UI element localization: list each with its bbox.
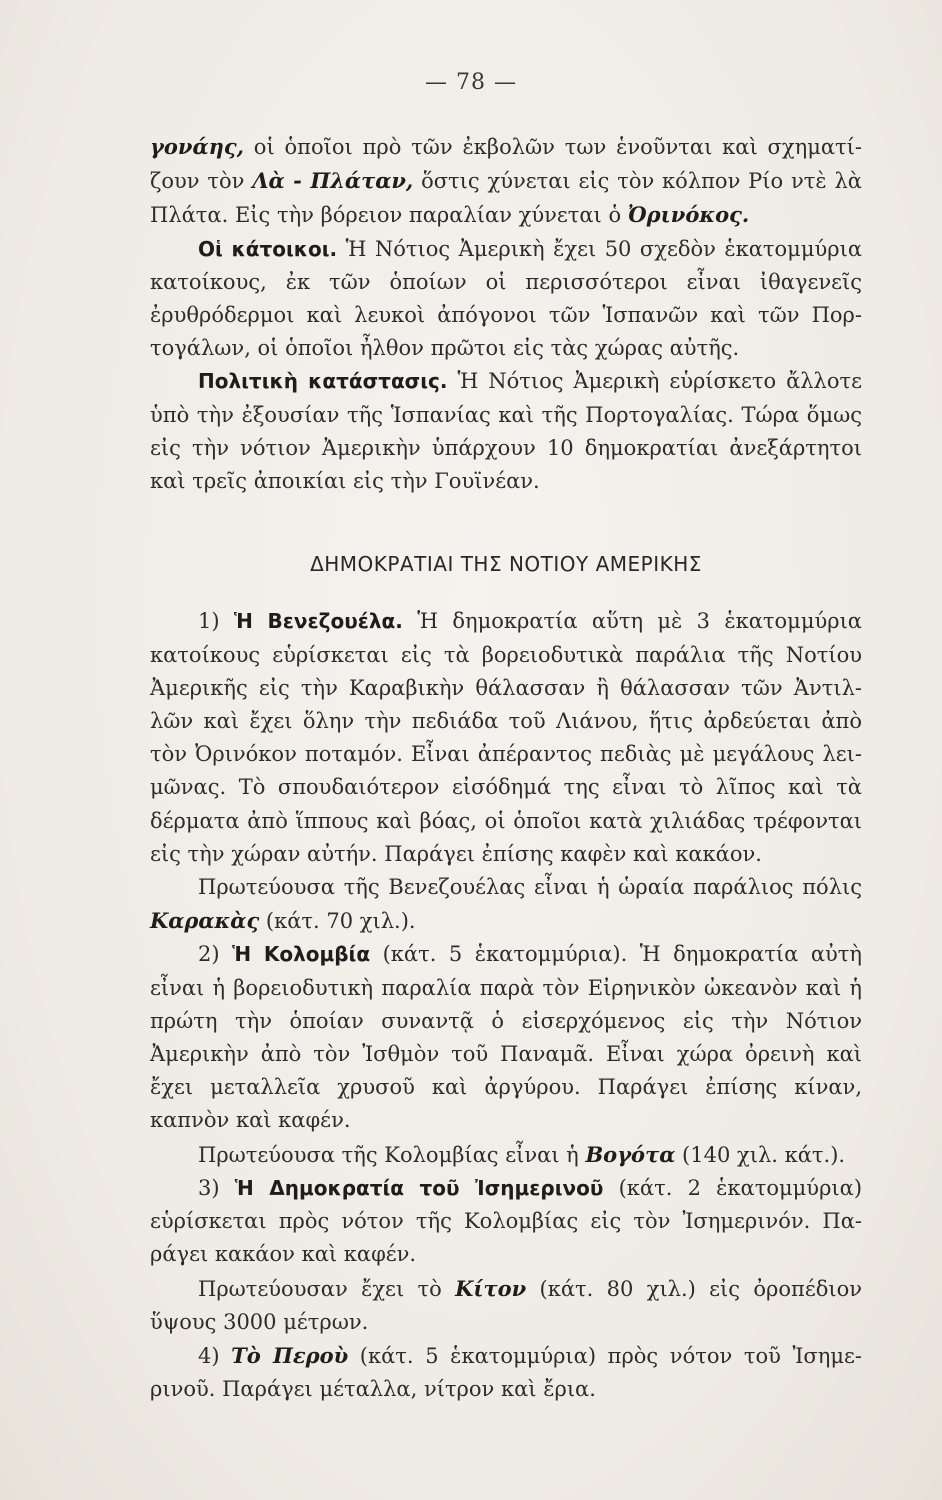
item-number: 3)	[198, 1175, 235, 1200]
text-column	[150, 130, 862, 1406]
word-fragment: γονάης,	[150, 134, 244, 159]
run-in-heading: Τὸ Περοὺ	[231, 1342, 349, 1368]
run-in-heading: Ἡ Κολομβία	[232, 942, 371, 967]
paragraph-colombia-capital	[150, 1138, 862, 1172]
item-number: 4)	[198, 1343, 232, 1368]
paragraph-rivers	[150, 130, 862, 233]
capital-name: Βογότα	[585, 1141, 676, 1167]
paragraph-peru	[150, 1339, 862, 1406]
paragraph-text: (κάτ. 2 ἑκατομμύρια) εὑρίσκεται πρὸς νότον τῆς Κολομβίας εἰς τὸν Ἰσημερινόν. Παράγει κακάον καὶ καφέν.	[150, 1175, 863, 1267]
section-heading: ΔΗΜΟΚΡΑΤΙΑΙ ΤΗΣ ΝΟΤΙΟΥ ΑΜΕΡΙΚΗΣ	[310, 552, 702, 577]
paragraph-ecuador	[150, 1172, 862, 1272]
place-name: Λὰ - Πλάταν,	[252, 168, 414, 194]
paragraph-inhabitants	[150, 233, 862, 366]
place-name: Ὀρινόκος.	[627, 202, 750, 228]
paragraph-text: οἱ ὁποῖοι πρὸ τῶν ἐκβολῶν των ἑνοῦνται καὶ σχηματίζουν τὸν	[150, 135, 862, 194]
run-in-heading: Οἱ κάτοικοι.	[198, 236, 338, 261]
paragraph-text: ὅστις χύνεται εἰς τὸν κόλπον Ρίο ντὲ λὰ Πλάτα. Εἰς τὴν βόρειον παραλίαν χύνεται ὁ	[150, 169, 862, 228]
paragraph-text: (κάτ. 80 χιλ.) εἰς ὀροπέδιον ὕψους 3000 μέτρων.	[150, 1276, 862, 1334]
paragraph-text: Ἡ Νότιος Ἀμερικὴ ἔχει 50 σχεδὸν ἑκατομμύρια κατοίκους, ἐκ τῶν ὁποίων οἱ περισσότεροι εἶναι ἰθαγενεῖς ἐρυθρόδερμοι καὶ λευκοὶ ἀπόγονοι τῶν Ἱσπανῶν καὶ τῶν Πορτογάλων, οἱ ὁποῖοι ἦλθον πρῶτοι εἰς τὰς χώρας αὐτῆς.	[150, 236, 863, 361]
paragraph-text: Πρωτεύουσα τῆς Κολομβίας εἶναι ἡ	[198, 1142, 586, 1167]
paragraph-text: Πρωτεύουσαν ἔχει τὸ	[198, 1276, 456, 1301]
paragraph-venezuela	[150, 605, 862, 871]
paragraph-colombia	[150, 938, 862, 1137]
paragraph-ecuador-capital	[150, 1272, 862, 1339]
paragraph-text: (140 χιλ. κάτ.).	[675, 1142, 846, 1167]
paragraph-text: Ἡ Νότιος Ἀμερικὴ εὑρίσκετο ἄλλοτε ὑπὸ τὴν ἐξουσίαν τῆς Ἱσπανίας καὶ τῆς Πορτογαλίας. Τώρα ὅμως εἰς τὴν νότιον Ἀμερικὴν ὑπάρχουν 10 δημοκρατίαι ἀνεξάρτητοι καὶ τρεῖς ἀποικίαι εἰς τὴν Γουϊνέαν.	[150, 369, 863, 494]
item-number: 2)	[198, 942, 233, 967]
paragraph-text: Πρωτεύουσα τῆς Βενεζουέλας εἶναι ἡ ὡραία παράλιος πόλις	[198, 875, 862, 900]
capital-name: Καρακὰς	[150, 908, 260, 934]
capital-name: Κίτον	[455, 1275, 527, 1301]
item-number: 1)	[198, 609, 234, 634]
paragraph-text: (κάτ. 5 ἑκατομμύρια) πρὸς νότον τοῦ Ἰσημερινοῦ. Παράγει μέταλλα, νίτρον καὶ ἔρια.	[150, 1343, 862, 1402]
run-in-heading: Πολιτικὴ κατάστασις.	[198, 369, 448, 394]
page-number: — 78 —	[425, 70, 517, 95]
paragraph-text: (κάτ. 70 χιλ.).	[259, 909, 416, 934]
paragraph-text: Ἡ δημοκρατία αὕτη μὲ 3 ἑκατομμύρια κατοίκους εὑρίσκεται εἰς τὰ βορειοδυτικὰ παράλια τῆς Νοτίου Ἀμερικῆς εἰς τὴν Καραβικὴν θάλασσαν ἢ θάλασσαν τῶν Ἀντιλλῶν καὶ ἔχει ὅλην τὴν πεδιάδα τοῦ Λιάνου, ἥτις ἀρδεύεται ἀπὸ τὸν Ὀρινόκον ποταμόν. Εἶναι ἀπέραντος πεδιὰς μὲ μεγάλους λειμῶνας. Τὸ σπουδαιότερον εἰσόδημά της εἶναι τὸ λῖπος καὶ τὰ δέρματα ἀπὸ ἵππους καὶ βόας, οἱ ὁποῖοι κατὰ χιλιάδας τρέφονται εἰς τὴν χώραν αὐτήν. Παράγει ἐπίσης καφὲν καὶ κακάον.	[150, 609, 862, 866]
paragraph-text: (κάτ. 5 ἑκατομμύρια). Ἡ δημοκρατία αὐτὴ εἶναι ἡ βορειοδυτικὴ παραλία παρὰ τὸν Εἰρηνικὸν ὠκεανὸν καὶ ἡ πρώτη τὴν ὁποίαν συναντᾷ ὁ εἰσερχόμενος εἰς τὴν Νότιον Ἀμερικὴν ἀπὸ τὸν Ἰσθμὸν τοῦ Παναμᾶ. Εἶναι χώρα ὀρεινὴ καὶ ἔχει μεταλλεῖα χρυσοῦ καὶ ἀργύρου. Παράγει ἐπίσης κίναν, καπνὸν καὶ καφέν.	[150, 942, 862, 1133]
run-in-heading: Ἡ Βενεζουέλα.	[233, 609, 403, 634]
paragraph-venezuela-capital	[150, 871, 862, 938]
run-in-heading: Ἡ Δημοκρατία τοῦ Ἰσημερινοῦ	[234, 1175, 604, 1200]
paragraph-political-situation	[150, 365, 862, 498]
